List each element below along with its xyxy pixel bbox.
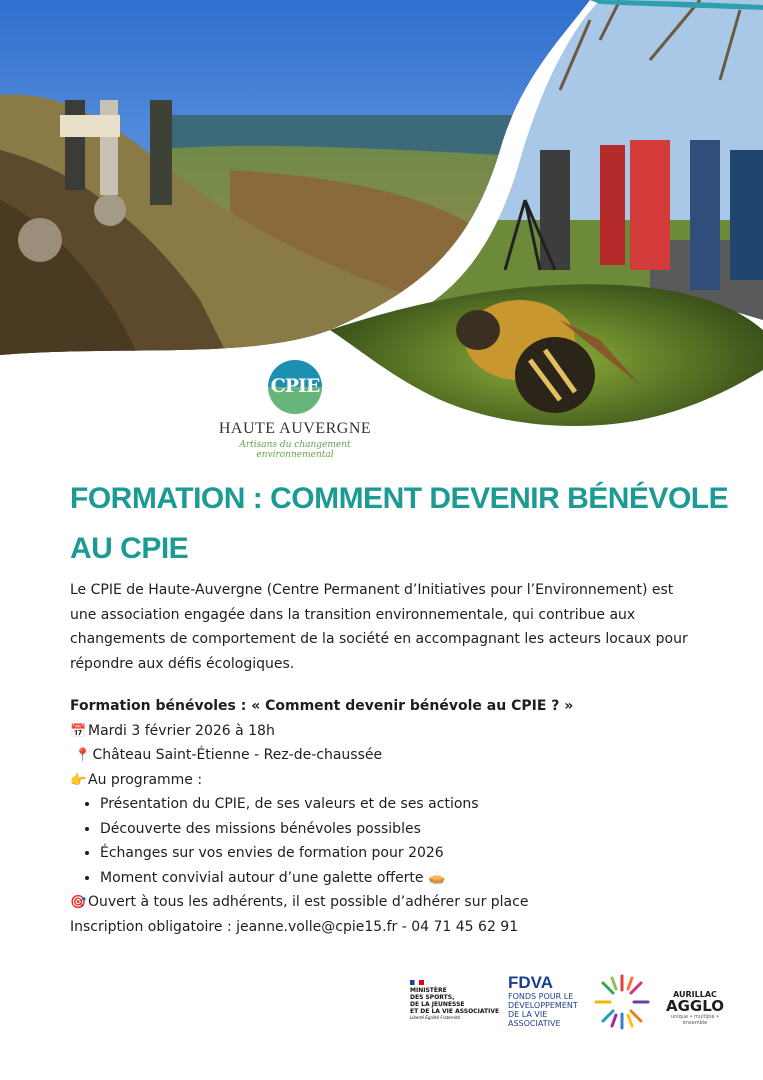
agglo-star-icon xyxy=(592,972,652,1032)
cpie-logo-tagline: Artisans du changement environnemental xyxy=(239,440,351,460)
event-date-text: Mardi 3 février 2026 à 18h xyxy=(88,722,275,739)
program-label-text: Au programme : xyxy=(88,771,203,788)
cpie-logo-abbr: CPIE xyxy=(270,375,320,397)
partner-logos xyxy=(410,972,750,1042)
fdva-line: DE LA VIE xyxy=(508,1010,548,1019)
event-heading-text: Formation bénévoles : « Comment devenir bénévole au CPIE ? » xyxy=(70,698,574,714)
ministry-line: ET DE LA VIE ASSOCIATIVE xyxy=(410,1008,500,1015)
fdva-title: FDVA xyxy=(508,973,554,992)
cpie-logo-mark xyxy=(268,360,322,414)
pointing-hand-icon: 👉 xyxy=(70,772,87,788)
cake-icon: 🥧 xyxy=(428,869,446,886)
ministry-line: DES SPORTS, xyxy=(410,994,455,1001)
fdva-line: FONDS POUR LE xyxy=(508,992,574,1001)
event-details xyxy=(70,694,710,939)
event-heading xyxy=(70,694,710,719)
intro-paragraph: Le CPIE de Haute-Auvergne (Centre Permanent d’Initiatives pour l’Environnement) est une association engagée dans la transition environnementale, qui contribue aux changements de comportement de la société en accompagnant les acteurs locaux pour répondre aux défis écologiques. xyxy=(70,582,688,672)
program-item-galette xyxy=(100,866,710,891)
ministry-logo xyxy=(410,980,505,1020)
event-registration: Inscription obligatoire : jeanne.volle@cpie15.fr - 04 71 45 62 91 xyxy=(70,918,519,935)
program-label xyxy=(70,768,710,793)
event-place-text: Château Saint-Étienne - Rez-de-chaussée xyxy=(92,747,383,763)
fdva-line: ASSOCIATIVE xyxy=(508,1019,561,1028)
agglo-top: AURILLAC xyxy=(673,990,717,999)
page-title: FORMATION : COMMENT DEVENIR BÉNÉVOLE AU CPIE xyxy=(70,482,729,565)
agglo-main: AGGLO xyxy=(665,997,724,1015)
target-icon: 🎯 xyxy=(70,895,87,910)
ministry-line: DE LA JEUNESSE xyxy=(410,1001,465,1008)
event-date xyxy=(70,719,710,744)
cpie-logo-name: HAUTE AUVERGNE xyxy=(218,420,372,437)
ministry-motto: Liberté Égalité Fraternité xyxy=(410,1015,461,1020)
event-place xyxy=(70,743,710,768)
pin-icon: 📍 xyxy=(74,748,91,763)
program-item: • Présentation du CPIE, de ses valeurs et de ses actions xyxy=(100,792,710,817)
french-flag-icon xyxy=(410,980,424,985)
fdva-line: DÉVELOPPEMENT xyxy=(508,1001,578,1010)
fdva-logo xyxy=(508,974,593,1028)
program-list xyxy=(70,792,710,890)
program-item: • Découverte des missions bénévoles possibles xyxy=(100,817,710,842)
program-item-text: Moment convivial autour d’une galette offerte xyxy=(100,869,424,886)
cpie-logo xyxy=(205,360,385,460)
bee-photo xyxy=(330,280,763,440)
agglo-tagline: unique • multiple • ensemble xyxy=(670,1014,720,1026)
program-item: • Échanges sur vos envies de formation pour 2026 xyxy=(100,841,710,866)
ministry-line: MINISTÈRE xyxy=(410,987,447,994)
aurillac-agglo-logo xyxy=(660,990,730,1026)
calendar-icon: 📅 xyxy=(70,723,87,739)
event-open-text: Ouvert à tous les adhérents, il est possible d’adhérer sur place xyxy=(88,894,529,910)
event-open xyxy=(70,890,710,915)
